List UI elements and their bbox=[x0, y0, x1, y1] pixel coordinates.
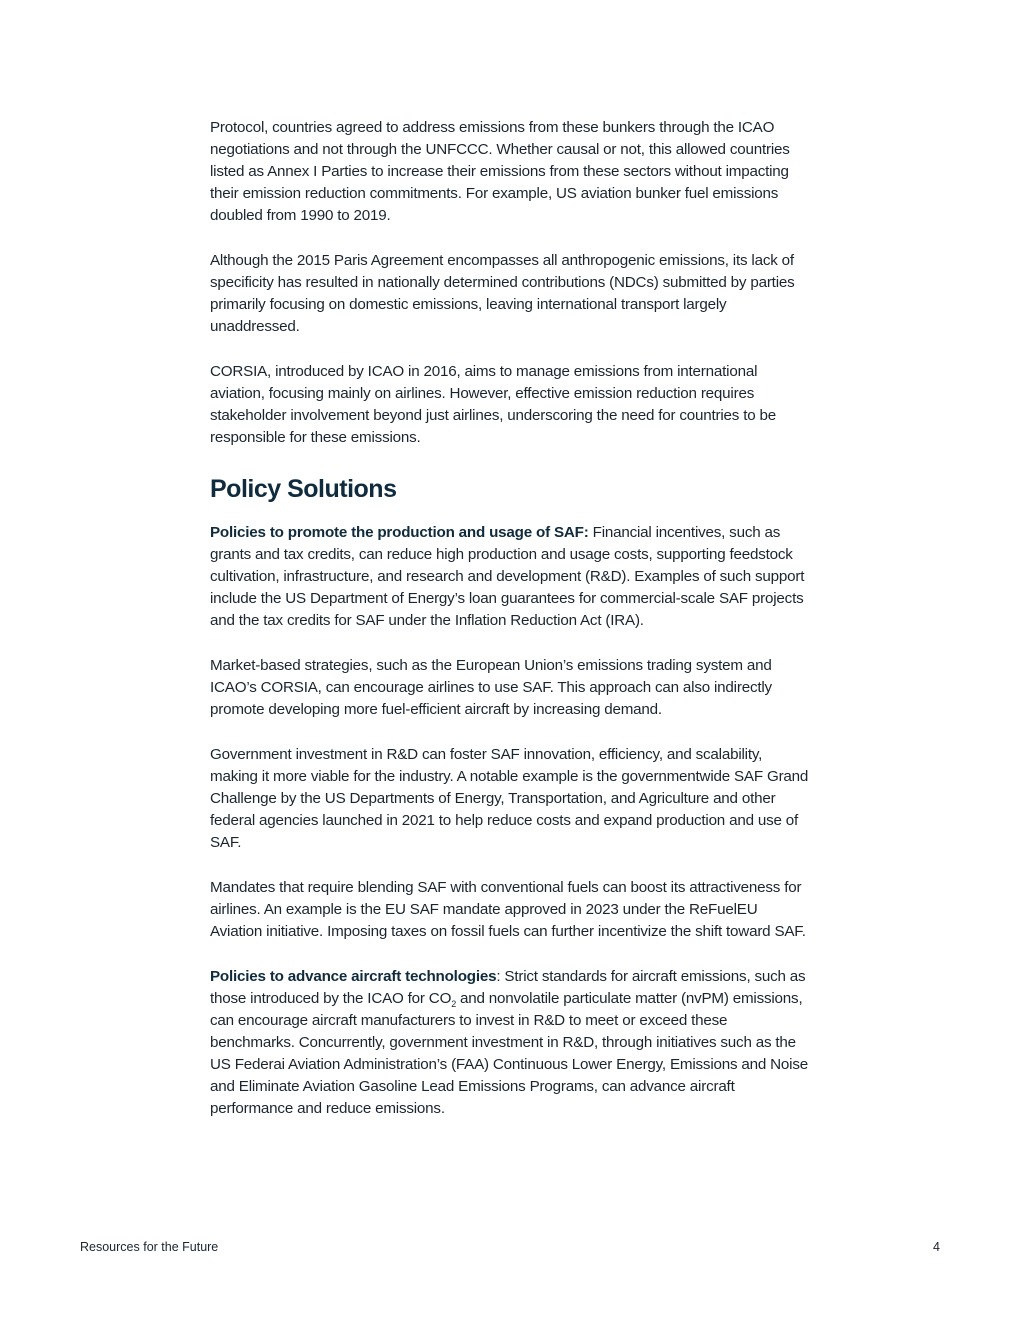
aircraft-text-b: and nonvolatile particulate matter (nvPM) emissions, can encourage aircraft manufacturers to invest in R&D to meet or exceed these benchmarks. Concurrently, government investment in R&D, through initiatives such as the US Federai Aviation Administration’s (FAA) Continuous Lower Energy, Emissions and Noise and Eliminate Aviation Gasoline Lead Emissions Programs, can advance aircraft performance and reduce emissions. bbox=[210, 990, 808, 1117]
saf-text: Financial incentives, such as grants and tax credits, can reduce high production and usage costs, supporting feedstock cultivation, infrastructure, and research and development (R&D). Examples of such support include the US Department of Energy’s loan guarantees for commercial-scale SAF projects and the tax credits for SAF under the Inflation Reduction Act (IRA). bbox=[210, 524, 805, 629]
document-body bbox=[210, 117, 810, 1143]
co2-subscript: 2 bbox=[451, 999, 456, 1010]
section-heading: Policy Solutions bbox=[210, 475, 397, 503]
footer-organization: Resources for the Future bbox=[80, 1240, 219, 1254]
paragraph-mandates: Mandates that require blending SAF with conventional fuels can boost its attractiveness for airlines. An example is the EU SAF mandate approved in 2023 under the ReFuelEU Aviation initiative. Imposing taxes on fossil fuels can further incentivize the shift toward SAF. bbox=[210, 879, 806, 940]
paragraph-paris-agreement: Although the 2015 Paris Agreement encompasses all anthropogenic emissions, its lack of specificity has resulted in nationally determined contributions (NDCs) submitted by parties primarily focusing on domestic emissions, leaving international transport largely unaddressed. bbox=[210, 252, 795, 335]
paragraph-market-based: Market-based strategies, such as the European Union’s emissions trading system and ICAO’s CORSIA, can encourage airlines to use SAF. This approach can also indirectly promote developing more fuel-efficient aircraft by increasing demand. bbox=[210, 657, 772, 718]
paragraph-icao-bunkers: Protocol, countries agreed to address emissions from these bunkers through the ICAO negotiations and not through the UNFCCC. Whether causal or not, this allowed countries listed as Annex I Parties to increase their emissions from these sectors without impacting their emission reduction commitments. For example, US aviation bunker fuel emissions doubled from 1990 to 2019. bbox=[210, 119, 790, 224]
paragraph-aircraft-technologies bbox=[210, 966, 810, 1120]
aircraft-text-a: : Strict standards for aircraft emissions, such as those introduced by the ICAO for CO bbox=[210, 968, 806, 1007]
paragraph-government-investment: Government investment in R&D can foster SAF innovation, efficiency, and scalability, making it more viable for the industry. A notable example is the governmentwide SAF Grand Challenge by the US Departments of Energy, Transportation, and Agriculture and other federal agencies launched in 2021 to help reduce costs and expand production and use of SAF. bbox=[210, 746, 809, 851]
paragraph-saf-policies bbox=[210, 522, 810, 632]
saf-lead: Policies to promote the production and usage of SAF: bbox=[210, 524, 589, 541]
footer-page-number: 4 bbox=[933, 1240, 940, 1254]
paragraph-corsia: CORSIA, introduced by ICAO in 2016, aims to manage emissions from international aviation, focusing mainly on airlines. However, effective emission reduction requires stakeholder involvement beyond just airlines, underscoring the need for countries to be responsible for these emissions. bbox=[210, 363, 776, 446]
aircraft-lead: Policies to advance aircraft technologies bbox=[210, 968, 497, 985]
